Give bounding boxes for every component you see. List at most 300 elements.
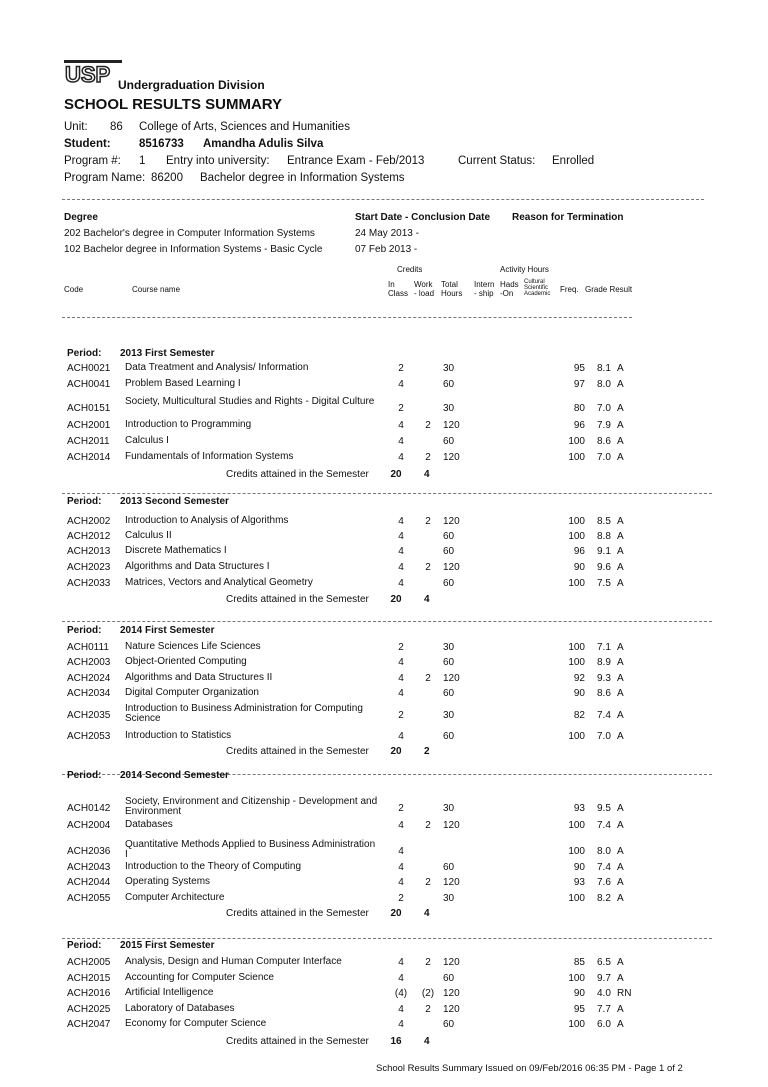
result: A (617, 803, 624, 814)
result: A (617, 973, 624, 984)
grade: 8.5 (597, 516, 611, 527)
course-name: Introduction to the Theory of Computing (125, 861, 302, 872)
course-name: Databases (125, 819, 173, 830)
course-code: ACH2002 (67, 516, 111, 527)
freq-header: Freq. (560, 285, 579, 294)
total-in-class-credits: 20 (390, 746, 402, 757)
in-class-credits: 4 (398, 420, 404, 431)
course-code: ACH2016 (67, 988, 111, 999)
course-code: ACH2034 (67, 688, 111, 699)
grade: 9.5 (597, 803, 611, 814)
in-class-credits: 2 (398, 893, 404, 904)
course-code: ACH0041 (67, 379, 111, 390)
in-class-credits: 4 (398, 657, 404, 668)
degree-dates: 07 Feb 2013 - (355, 244, 418, 255)
course-row (0, 840, 768, 862)
divider (62, 938, 712, 939)
result: RN (617, 988, 632, 999)
result: A (617, 657, 624, 668)
grade: 7.0 (597, 731, 611, 742)
course-row (0, 1019, 768, 1034)
course-name: Society, Multicultural Studies and Rights - Digital Culture (125, 396, 375, 407)
course-code: ACH2044 (67, 877, 111, 888)
in-class-credits: (4) (394, 988, 408, 999)
course-code: ACH2024 (67, 673, 111, 684)
total-hours: 120 (443, 452, 460, 463)
credits-attained-label: Credits attained in the Semester (226, 1036, 369, 1047)
result: A (617, 877, 624, 888)
work-load-credits: 2 (425, 1004, 431, 1015)
divider (62, 199, 704, 200)
total-hours: 30 (443, 803, 455, 814)
result: A (617, 1004, 624, 1015)
course-row (0, 397, 768, 419)
entry-value: Entrance Exam - Feb/2013 (287, 155, 425, 167)
hands-on-header: Hads -On (500, 280, 519, 298)
total-hours: 30 (443, 893, 455, 904)
grade: 9.3 (597, 673, 611, 684)
course-row (0, 379, 768, 394)
course-code: ACH2053 (67, 731, 111, 742)
frequency: 100 (568, 436, 585, 447)
course-row (0, 688, 768, 703)
course-row (0, 546, 768, 561)
frequency: 100 (568, 731, 585, 742)
frequency: 82 (573, 710, 585, 721)
degree-name: 202 Bachelor's degree in Computer Information Systems (64, 228, 315, 239)
work-load-credits: 2 (425, 957, 431, 968)
grade: 7.4 (597, 710, 611, 721)
unit-label: Unit: (64, 121, 88, 133)
course-name: Calculus I (125, 435, 169, 446)
course-code: ACH0151 (67, 403, 111, 414)
course-row (0, 657, 768, 672)
total-hours: 60 (443, 546, 455, 557)
course-row (0, 1004, 768, 1019)
course-code: ACH2011 (67, 436, 110, 447)
in-class-credits: 2 (398, 710, 404, 721)
credits-attained-label: Credits attained in the Semester (226, 594, 369, 605)
course-code: ACH2015 (67, 973, 111, 984)
grade: 7.4 (597, 862, 611, 873)
credits-attained-label: Credits attained in the Semester (226, 469, 369, 480)
frequency: 100 (568, 1019, 585, 1030)
course-name-header: Course name (132, 285, 181, 294)
work-load-credits: 2 (425, 516, 431, 527)
grade: 7.0 (597, 452, 611, 463)
program-name-code: 86200 (151, 172, 183, 184)
frequency: 97 (573, 379, 585, 390)
course-code: ACH2005 (67, 957, 111, 968)
unit-name: College of Arts, Sciences and Humanities (139, 121, 350, 133)
course-name: Accounting for Computer Science (125, 972, 274, 983)
grade: 8.8 (597, 531, 611, 542)
period-label: Period: (67, 496, 102, 507)
result: A (617, 452, 624, 463)
total-work-load-credits: 4 (424, 594, 430, 605)
internship-header: Intern - ship (474, 280, 495, 298)
course-code: ACH2014 (67, 452, 111, 463)
result: A (617, 578, 624, 589)
in-class-credits: 2 (398, 642, 404, 653)
in-class-credits: 4 (398, 562, 404, 573)
in-class-credits: 2 (398, 363, 404, 374)
frequency: 100 (568, 516, 585, 527)
total-in-class-credits: 20 (390, 594, 402, 605)
course-name: Analysis, Design and Human Computer Interface (125, 956, 342, 967)
divider (62, 621, 712, 622)
course-row (0, 673, 768, 688)
code-header: Code (64, 285, 84, 294)
total-in-class-credits: 20 (390, 469, 402, 480)
frequency: 85 (573, 957, 585, 968)
total-hours: 60 (443, 688, 455, 699)
course-name: Object-Oriented Computing (125, 656, 247, 667)
course-name: Calculus II (125, 530, 172, 541)
total-hours: 60 (443, 379, 455, 390)
course-row (0, 877, 768, 892)
result: A (617, 862, 624, 873)
in-class-credits: 4 (398, 862, 404, 873)
course-code: ACH2012 (67, 531, 111, 542)
total-in-class-credits: 16 (390, 1036, 402, 1047)
frequency: 90 (573, 988, 585, 999)
in-class-credits: 4 (398, 688, 404, 699)
student-name: Amandha Adulis Silva (203, 138, 324, 150)
grade: 7.9 (597, 420, 611, 431)
result: A (617, 436, 624, 447)
period-title: 2014 Second Semester (120, 770, 229, 781)
work-load-credits: (2) (421, 988, 435, 999)
course-row (0, 988, 768, 1003)
course-code: ACH2043 (67, 862, 111, 873)
in-class-credits: 4 (398, 531, 404, 542)
course-name: Society, Environment and Citizenship - Development and Environment (125, 796, 378, 817)
in-class-credits: 4 (398, 820, 404, 831)
in-class-credits: 4 (398, 452, 404, 463)
course-row (0, 436, 768, 451)
total-hours: 60 (443, 973, 455, 984)
period-title: 2014 First Semester (120, 625, 215, 636)
logo-text: USP (65, 62, 111, 84)
total-hours: 120 (443, 957, 460, 968)
frequency: 100 (568, 452, 585, 463)
grade: 6.0 (597, 1019, 611, 1030)
total-work-load-credits: 2 (424, 746, 430, 757)
work-load-credits: 2 (425, 820, 431, 831)
course-row (0, 957, 768, 972)
result: A (617, 1019, 624, 1030)
frequency: 95 (573, 1004, 585, 1015)
course-name: Laboratory of Databases (125, 1003, 235, 1014)
course-row (0, 516, 768, 531)
result: A (617, 688, 624, 699)
credits-attained-label: Credits attained in the Semester (226, 746, 369, 757)
reason-header: Reason for Termination (512, 212, 624, 223)
course-name: Quantitative Methods Applied to Business Administration I (125, 839, 376, 860)
course-row (0, 862, 768, 877)
course-code: ACH2035 (67, 710, 111, 721)
grade: 7.1 (597, 642, 611, 653)
result: A (617, 546, 624, 557)
grade: 7.5 (597, 578, 611, 589)
course-name: Introduction to Statistics (125, 730, 232, 741)
in-class-credits: 4 (398, 578, 404, 589)
grade: 7.7 (597, 1004, 611, 1015)
total-hours: 60 (443, 436, 455, 447)
course-name: Introduction to Programming (125, 419, 252, 430)
program-label: Program #: (64, 155, 121, 167)
grade: 7.4 (597, 820, 611, 831)
page-title: SCHOOL RESULTS SUMMARY (64, 96, 283, 113)
course-code: ACH2025 (67, 1004, 111, 1015)
student-label: Student: (64, 138, 111, 150)
period-title: 2015 First Semester (120, 940, 215, 951)
course-code: ACH2001 (67, 420, 111, 431)
grade: 4.0 (597, 988, 611, 999)
frequency: 100 (568, 578, 585, 589)
usp-logo (64, 60, 122, 84)
degree-header: Degree (64, 212, 98, 223)
result: A (617, 516, 624, 527)
total-hours: 30 (443, 710, 455, 721)
total-hours-header: Total Hours (441, 280, 463, 298)
total-hours: 120 (443, 877, 460, 888)
result: A (617, 820, 624, 831)
in-class-credits: 4 (398, 973, 404, 984)
grade: 8.0 (597, 379, 611, 390)
course-name: Digital Computer Organization (125, 687, 259, 698)
in-class-credits: 4 (398, 1019, 404, 1030)
course-code: ACH2003 (67, 657, 111, 668)
course-code: ACH0111 (67, 642, 109, 653)
credits-group-header: Credits (397, 265, 423, 274)
course-row (0, 578, 768, 593)
result: A (617, 957, 624, 968)
course-code: ACH2004 (67, 820, 111, 831)
course-name: Data Treatment and Analysis/ Information (125, 362, 309, 373)
period-title: 2013 First Semester (120, 348, 215, 359)
course-code: ACH2047 (67, 1019, 111, 1030)
course-row (0, 363, 768, 378)
frequency: 93 (573, 803, 585, 814)
in-class-credits: 4 (398, 1004, 404, 1015)
total-hours: 120 (443, 988, 460, 999)
frequency: 90 (573, 688, 585, 699)
grade: 9.7 (597, 973, 611, 984)
frequency: 100 (568, 893, 585, 904)
course-name: Artificial Intelligence (125, 987, 214, 998)
result: A (617, 531, 624, 542)
total-hours: 120 (443, 516, 460, 527)
student-id: 8516733 (139, 138, 184, 150)
degree-name: 102 Bachelor degree in Information Systems - Basic Cycle (64, 244, 323, 255)
degree-dates: 24 May 2013 - (355, 228, 419, 239)
unit-code: 86 (110, 121, 123, 133)
result: A (617, 731, 624, 742)
period-title: 2013 Second Semester (120, 496, 229, 507)
total-hours: 60 (443, 1019, 455, 1030)
in-class-credits: 2 (398, 403, 404, 414)
course-row (0, 420, 768, 435)
frequency: 93 (573, 877, 585, 888)
course-name: Problem Based Learning I (125, 378, 241, 389)
frequency: 100 (568, 820, 585, 831)
result: A (617, 403, 624, 414)
grade-result-header: Grade Result (585, 285, 633, 294)
total-work-load-credits: 4 (424, 908, 430, 919)
activity-hours-header: Activity Hours (500, 265, 549, 274)
in-class-credits: 4 (398, 546, 404, 557)
course-name: Operating Systems (125, 876, 211, 887)
total-hours: 60 (443, 862, 455, 873)
course-code: ACH2033 (67, 578, 111, 589)
course-name: Nature Sciences Life Sciences (125, 641, 261, 652)
total-hours: 60 (443, 657, 455, 668)
in-class-header: In Class (388, 280, 409, 298)
period-label: Period: (67, 348, 102, 359)
grade: 8.0 (597, 846, 611, 857)
grade: 9.6 (597, 562, 611, 573)
frequency: 90 (573, 862, 585, 873)
work-load-header: Work - load (414, 280, 435, 298)
course-row (0, 731, 768, 746)
frequency: 100 (568, 642, 585, 653)
grade: 8.9 (597, 657, 611, 668)
total-hours: 60 (443, 731, 455, 742)
program-number: 1 (139, 155, 146, 167)
frequency: 100 (568, 846, 585, 857)
course-name: Algorithms and Data Structures II (125, 672, 273, 683)
grade: 7.0 (597, 403, 611, 414)
frequency: 96 (573, 420, 585, 431)
in-class-credits: 4 (398, 379, 404, 390)
in-class-credits: 4 (398, 731, 404, 742)
course-row (0, 562, 768, 577)
frequency: 92 (573, 673, 585, 684)
credits-attained-label: Credits attained in the Semester (226, 908, 369, 919)
cultural-header: Cultural Scientific Academic (524, 279, 551, 297)
course-row (0, 704, 768, 726)
course-name: Introduction to Analysis of Algorithms (125, 515, 289, 526)
total-work-load-credits: 4 (424, 1036, 430, 1047)
result: A (617, 673, 624, 684)
course-code: ACH0021 (67, 363, 111, 374)
program-name-label: Program Name: (64, 172, 146, 184)
program-name-value: Bachelor degree in Information Systems (200, 172, 405, 184)
frequency: 95 (573, 363, 585, 374)
course-row (0, 642, 768, 657)
frequency: 90 (573, 562, 585, 573)
divider (62, 317, 632, 318)
entry-label: Entry into university: (166, 155, 270, 167)
course-row (0, 893, 768, 908)
total-hours: 60 (443, 578, 455, 589)
course-code: ACH2055 (67, 893, 111, 904)
divider (62, 493, 712, 494)
work-load-credits: 2 (425, 452, 431, 463)
period-label: Period: (67, 940, 102, 951)
grade: 8.2 (597, 893, 611, 904)
result: A (617, 642, 624, 653)
grade: 9.1 (597, 546, 611, 557)
course-code: ACH2036 (67, 846, 111, 857)
status-value: Enrolled (552, 155, 595, 167)
total-hours: 30 (443, 642, 455, 653)
result: A (617, 379, 624, 390)
in-class-credits: 4 (398, 957, 404, 968)
total-hours: 120 (443, 673, 460, 684)
result: A (617, 562, 624, 573)
result: A (617, 710, 624, 721)
course-name: Algorithms and Data Structures I (125, 561, 270, 572)
work-load-credits: 2 (425, 562, 431, 573)
frequency: 100 (568, 531, 585, 542)
result: A (617, 893, 624, 904)
result: A (617, 363, 624, 374)
total-hours: 30 (443, 403, 455, 414)
frequency: 80 (573, 403, 585, 414)
total-hours: 120 (443, 562, 460, 573)
course-name: Discrete Mathematics I (125, 545, 227, 556)
course-code: ACH0142 (67, 803, 111, 814)
course-row (0, 973, 768, 988)
dates-header: Start Date - Conclusion Date (355, 212, 491, 223)
course-name: Fundamentals of Information Systems (125, 451, 294, 462)
in-class-credits: 4 (398, 877, 404, 888)
in-class-credits: 4 (398, 846, 404, 857)
course-name: Computer Architecture (125, 892, 225, 903)
course-row (0, 452, 768, 467)
total-hours: 120 (443, 1004, 460, 1015)
total-hours: 120 (443, 820, 460, 831)
frequency: 100 (568, 657, 585, 668)
in-class-credits: 4 (398, 436, 404, 447)
grade: 6.5 (597, 957, 611, 968)
course-name: Introduction to Business Administration for Computing Science (125, 703, 363, 724)
course-row (0, 820, 768, 835)
total-hours: 30 (443, 363, 455, 374)
grade: 8.6 (597, 688, 611, 699)
frequency: 100 (568, 973, 585, 984)
in-class-credits: 2 (398, 803, 404, 814)
work-load-credits: 2 (425, 877, 431, 888)
total-hours: 60 (443, 531, 455, 542)
total-in-class-credits: 20 (390, 908, 402, 919)
result: A (617, 420, 624, 431)
status-label: Current Status: (458, 155, 536, 167)
grade: 8.1 (597, 363, 611, 374)
total-work-load-credits: 4 (424, 469, 430, 480)
work-load-credits: 2 (425, 673, 431, 684)
grade: 8.6 (597, 436, 611, 447)
in-class-credits: 4 (398, 673, 404, 684)
frequency: 96 (573, 546, 585, 557)
course-row (0, 531, 768, 546)
work-load-credits: 2 (425, 420, 431, 431)
period-label: Period: (67, 770, 102, 781)
in-class-credits: 4 (398, 516, 404, 527)
course-row (0, 797, 768, 819)
course-name: Economy for Computer Science (125, 1018, 267, 1029)
period-label: Period: (67, 625, 102, 636)
total-hours: 120 (443, 420, 460, 431)
course-code: ACH2023 (67, 562, 111, 573)
page-footer: School Results Summary Issued on 09/Feb/2016 06:35 PM - Page 1 of 2 (376, 1063, 683, 1074)
course-code: ACH2013 (67, 546, 111, 557)
grade: 7.6 (597, 877, 611, 888)
division-title: Undergraduation Division (118, 78, 265, 92)
